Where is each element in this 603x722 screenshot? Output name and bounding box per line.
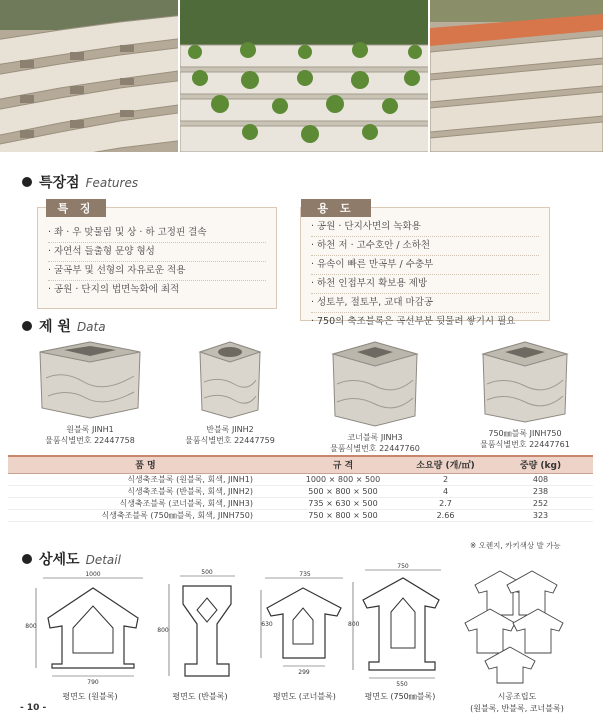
drawing-jinh2 bbox=[155, 568, 245, 688]
table-row bbox=[8, 485, 593, 497]
list-item: · 하천 인접부지 확보용 제방 bbox=[311, 275, 539, 294]
table-cell: 1000 × 800 × 500 bbox=[283, 473, 403, 485]
table-cell: 323 bbox=[488, 509, 593, 521]
drawing-jinh3 bbox=[255, 568, 350, 688]
drawing-caption: 평면도 (반블록) bbox=[172, 692, 228, 701]
drawing-caption-sub: (원블록, 반블록, 코너블록) bbox=[470, 704, 564, 713]
drawing-jinh1 bbox=[18, 568, 153, 688]
table-cell: 735 × 630 × 500 bbox=[283, 497, 403, 509]
product-name: 반블록 JINH2 bbox=[206, 425, 254, 434]
product-jinh3 bbox=[300, 338, 450, 454]
features-list bbox=[38, 208, 276, 305]
spec-title-ko: 제 원 bbox=[39, 319, 71, 335]
drawing-caption: 평면도 (코너블록) bbox=[273, 692, 336, 701]
product-name: 750㎜블록 JINH750 bbox=[488, 429, 562, 438]
usage-list bbox=[301, 208, 549, 337]
dim-label: 800 bbox=[25, 623, 37, 630]
dim-label: 299 bbox=[298, 669, 310, 676]
product-code: 물품식별번호 22447760 bbox=[330, 444, 420, 453]
column-header: 규 격 bbox=[283, 456, 403, 473]
table-cell: 2 bbox=[403, 473, 488, 485]
drawing-assembly bbox=[455, 565, 575, 685]
spec-table bbox=[8, 455, 593, 522]
list-item: · 유속이 빠른 만곡부 / 수충부 bbox=[311, 256, 539, 275]
product-name: 원블록 JINH1 bbox=[66, 425, 114, 434]
list-item: · 750의 축조블록은 곡선부분 뒷물려 쌓기시 필요 bbox=[311, 313, 539, 331]
table-cell: 2.7 bbox=[403, 497, 488, 509]
column-header: 소요량 (개/㎡) bbox=[403, 456, 488, 473]
table-cell: 식생축조블록 (원블록, 회색, JINH1) bbox=[8, 473, 283, 485]
list-item: · 굴곡부 및 선형의 자유로운 적용 bbox=[48, 262, 266, 281]
spec-heading bbox=[22, 316, 106, 336]
detail-title-ko: 상세도 bbox=[39, 552, 80, 568]
features-box-label: 특 징 bbox=[46, 199, 106, 217]
features-box bbox=[37, 202, 277, 309]
column-header: 중량 (kg) bbox=[488, 456, 593, 473]
dim-label: 630 bbox=[261, 621, 273, 628]
block-jinh750-image bbox=[475, 338, 575, 424]
product-code: 물품식별번호 22447758 bbox=[45, 436, 135, 445]
table-cell: 408 bbox=[488, 473, 593, 485]
drawing-caption: 평면도 (750㎜블록) bbox=[364, 692, 436, 701]
product-jinh2 bbox=[160, 338, 300, 446]
block-jinh1-image bbox=[34, 338, 146, 420]
table-cell: 252 bbox=[488, 497, 593, 509]
bullet-icon bbox=[22, 177, 32, 187]
product-code: 물품식별번호 22447761 bbox=[480, 440, 570, 449]
list-item: · 하천 저 · 고수호안 / 소하천 bbox=[311, 237, 539, 256]
table-cell: 750 × 800 × 500 bbox=[283, 509, 403, 521]
features-heading bbox=[22, 172, 138, 192]
dim-label: 790 bbox=[87, 679, 99, 686]
table-row bbox=[8, 509, 593, 521]
dim-label: 500 bbox=[201, 569, 213, 576]
wall-photo-orange bbox=[430, 0, 603, 152]
drawing-caption: 시공조립도 bbox=[497, 692, 537, 701]
table-cell: 500 × 800 × 500 bbox=[283, 485, 403, 497]
detail-heading bbox=[22, 549, 121, 569]
spec-title-en: Data bbox=[76, 320, 106, 334]
usage-box-label: 용 도 bbox=[301, 199, 371, 217]
table-cell: 식생축조블록 (코너블록, 회색, JINH3) bbox=[8, 497, 283, 509]
table-cell: 4 bbox=[403, 485, 488, 497]
list-item: · 공원 · 단지의 법면녹화에 최적 bbox=[48, 281, 266, 299]
table-cell: 238 bbox=[488, 485, 593, 497]
color-note: ※ 오렌지, 카키색상 발 가능 bbox=[470, 541, 561, 550]
wall-photo-green bbox=[178, 0, 430, 152]
column-header: 품 명 bbox=[8, 456, 283, 473]
table-cell: 식생축조블록 (반블록, 회색, JINH2) bbox=[8, 485, 283, 497]
bullet-icon bbox=[22, 321, 32, 331]
table-header-row bbox=[8, 456, 593, 473]
list-item: · 공원 · 단지사면의 녹화용 bbox=[311, 218, 539, 237]
product-jinh1 bbox=[20, 338, 160, 446]
detail-title-en: Detail bbox=[85, 553, 121, 567]
product-name: 코너블록 JINH3 bbox=[347, 433, 403, 442]
wall-photo-grey bbox=[0, 0, 178, 152]
dim-label: 735 bbox=[299, 571, 311, 578]
table-cell: 식생축조블록 (750㎜블록, 회색, JINH750) bbox=[8, 509, 283, 521]
dim-label: 1000 bbox=[85, 571, 101, 578]
features-title-ko: 특장점 bbox=[39, 175, 80, 191]
usage-box bbox=[300, 202, 550, 327]
block-jinh3-image bbox=[325, 338, 425, 428]
table-row bbox=[8, 497, 593, 509]
table-cell: 2.66 bbox=[403, 509, 488, 521]
product-code: 물품식별번호 22447759 bbox=[185, 436, 275, 445]
block-jinh2-image bbox=[190, 338, 270, 420]
dim-label: 550 bbox=[396, 681, 408, 688]
dim-label: 800 bbox=[157, 627, 169, 634]
page-number: - 10 - bbox=[20, 703, 47, 713]
top-photos bbox=[0, 0, 603, 152]
list-item: · 좌 · 우 맞물림 및 상 · 하 고정핀 결속 bbox=[48, 224, 266, 243]
dim-label: 800 bbox=[348, 621, 360, 628]
features-title-en: Features bbox=[85, 176, 139, 190]
bullet-icon bbox=[22, 554, 32, 564]
table-row bbox=[8, 473, 593, 485]
product-jinh750 bbox=[450, 338, 600, 450]
drawing-caption: 평면도 (원블록) bbox=[62, 692, 118, 701]
dim-label: 750 bbox=[397, 563, 409, 570]
drawing-jinh750 bbox=[345, 562, 445, 688]
list-item: · 성토부, 절토부, 교대 마감공 bbox=[311, 294, 539, 313]
list-item: · 자연석 들출형 문양 형성 bbox=[48, 243, 266, 262]
